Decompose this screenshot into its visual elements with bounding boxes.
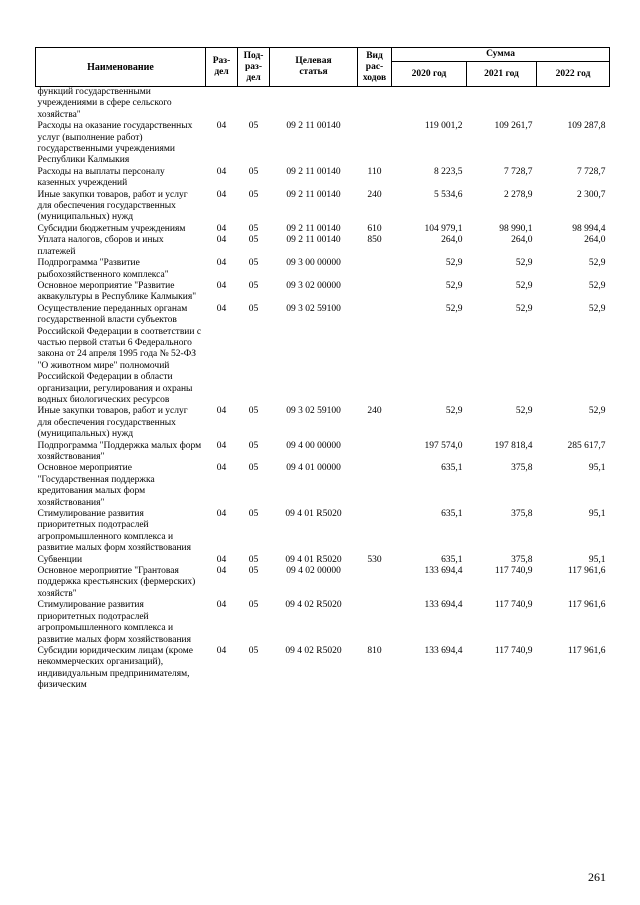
cell-sum-2022: 2 300,7 (577, 189, 606, 200)
cell-celevaya: 09 4 02 R5020 (285, 645, 342, 656)
page-number: 261 (588, 870, 606, 884)
cell-name: Подпрограмма "Поддержка малых форм хозяйствования" (37, 440, 202, 462)
cell-sum-2021: 109 261,7 (494, 121, 533, 132)
header-name: Наименование (36, 48, 206, 87)
cell-podrazdel: 05 (248, 235, 259, 246)
cell-podrazdel: 05 (248, 554, 259, 565)
cell-sum-2021: 117 740,9 (494, 645, 533, 656)
cell-sum-2022: 7 728,7 (577, 166, 606, 177)
cell-vid: 530 (367, 554, 382, 565)
cell-vid (358, 87, 392, 122)
cell-name: Иные закупки товаров, работ и услуг для обеспечения государственных (муниципальных) нужд (37, 406, 188, 440)
cell-vid: 110 (367, 166, 382, 177)
cell-podrazdel: 05 (248, 166, 259, 177)
header-year-2021: 2021 год (467, 62, 537, 87)
cell-sum-2020: 104 979,1 (424, 223, 463, 234)
cell-name: Иные закупки товаров, работ и услуг для обеспечения государственных (муниципальных) нужд (37, 189, 188, 223)
cell-podrazdel: 05 (248, 600, 259, 611)
cell-podrazdel: 05 (248, 258, 259, 269)
cell-celevaya: 09 2 11 00140 (286, 121, 341, 132)
cell-podrazdel: 05 (248, 463, 259, 474)
cell-razdel: 04 (216, 440, 227, 451)
cell-razdel: 04 (216, 280, 227, 291)
cell-sum-2022: 264,0 (584, 235, 606, 246)
cell-sum-2020: 119 001,2 (424, 121, 463, 132)
cell-celevaya: 09 4 02 00000 (286, 566, 341, 577)
cell-vid: 810 (367, 645, 382, 656)
budget-table (35, 47, 610, 692)
header-year-2020: 2020 год (392, 62, 467, 87)
cell-podrazdel: 05 (248, 440, 259, 451)
cell-sum-2022: 52,9 (588, 406, 606, 417)
cell-celevaya (270, 87, 358, 122)
cell-razdel: 04 (216, 223, 227, 234)
cell-vid (358, 566, 392, 600)
cell-sum-2020: 635,1 (441, 509, 463, 520)
cell-sum-2021: 197 818,4 (494, 440, 533, 451)
cell-sum-2021: 52,9 (515, 280, 533, 291)
cell-celevaya: 09 2 11 00140 (286, 235, 341, 246)
cell-name: Осуществление переданных органам государственной власти субъектов Российской Федерации в соответствии с частью первой статьи 6 Федерального закона от 24 апреля 1995 года № 52-ФЗ "О животном мире" полномочий Российской Федерации в области организации, регулирования и охраны водных биологических ресурсов (37, 303, 202, 405)
cell-sum-2021 (467, 87, 537, 122)
cell-celevaya: 09 4 02 R5020 (285, 600, 342, 611)
cell-podrazdel: 05 (248, 645, 259, 656)
cell-sum-2022: 117 961,6 (567, 600, 606, 611)
table-row (36, 258, 610, 281)
table-row (36, 281, 610, 304)
cell-sum-2020: 264,0 (441, 235, 463, 246)
cell-vid (358, 441, 392, 464)
cell-vid (358, 304, 392, 407)
cell-vid (358, 463, 392, 509)
cell-razdel: 04 (216, 566, 227, 577)
cell-sum-2022: 95,1 (588, 554, 606, 565)
cell-sum-2022: 95,1 (588, 463, 606, 474)
cell-podrazdel: 05 (248, 189, 259, 200)
cell-sum-2022: 117 961,6 (567, 566, 606, 577)
cell-sum-2022 (537, 87, 610, 122)
cell-razdel: 04 (216, 554, 227, 565)
cell-sum-2021: 98 990,1 (499, 223, 533, 234)
cell-celevaya: 09 3 02 00000 (286, 280, 341, 291)
cell-name: Стимулирование развития приоритетных подотраслей агропромышленного комплекса и развитие малых форм хозяйствования (37, 600, 192, 645)
cell-podrazdel: 05 (248, 121, 259, 132)
cell-vid (358, 600, 392, 646)
table-row (36, 441, 610, 464)
cell-sum-2020: 635,1 (441, 554, 463, 565)
cell-sum-2022: 285 617,7 (567, 440, 606, 451)
cell-podrazdel: 05 (248, 406, 259, 417)
cell-sum-2022: 52,9 (588, 303, 606, 314)
cell-sum-2020: 52,9 (445, 406, 463, 417)
cell-podrazdel: 05 (248, 509, 259, 520)
table-row (36, 121, 610, 167)
cell-vid (358, 258, 392, 281)
cell-sum-2021: 7 728,7 (504, 166, 533, 177)
header-podrazdel: Под- раз- дел (238, 48, 270, 87)
cell-name: Расходы на выплаты персоналу казенных учреждений (37, 166, 165, 189)
cell-name: функций государственными учреждениями в сфере сельского хозяйства" (37, 87, 172, 120)
table-row (36, 87, 610, 122)
cell-razdel: 04 (216, 303, 227, 314)
cell-sum-2020: 8 223,5 (434, 166, 463, 177)
cell-name: Субсидии юридическим лицам (кроме некоммерческих организаций), индивидуальным предпринимателям, физическим (37, 645, 193, 691)
cell-celevaya: 09 4 00 00000 (286, 440, 341, 451)
cell-sum-2021: 52,9 (515, 303, 533, 314)
cell-name: Субсидии бюджетным учреждениям (37, 223, 186, 234)
table-row (36, 463, 610, 509)
cell-sum-2022: 117 961,6 (567, 645, 606, 656)
cell-sum-2021: 52,9 (515, 406, 533, 417)
table-row (36, 406, 610, 440)
cell-sum-2021: 117 740,9 (494, 566, 533, 577)
cell-name: Расходы на оказание государственных услуг (выполнение работ) государственными учреждениями Республики Калмыкия (37, 121, 193, 166)
table-row (36, 509, 610, 555)
cell-sum-2020: 133 694,4 (424, 566, 463, 577)
table-row (36, 224, 610, 235)
cell-name: Основное мероприятие "Развитие аквакультуры в Республике Калмыкия" (37, 280, 197, 303)
cell-sum-2022: 52,9 (588, 280, 606, 291)
cell-razdel: 04 (216, 463, 227, 474)
cell-celevaya: 09 3 00 00000 (286, 258, 341, 269)
cell-sum-2020: 52,9 (445, 280, 463, 291)
header-razdel: Раз- дел (206, 48, 238, 87)
header-year-2022: 2022 год (537, 62, 610, 87)
header-summa: Сумма (392, 48, 610, 62)
cell-sum-2020: 133 694,4 (424, 645, 463, 656)
cell-sum-2022: 109 287,8 (567, 121, 606, 132)
cell-vid: 610 (367, 223, 382, 234)
cell-celevaya: 09 2 11 00140 (286, 223, 341, 234)
header-celevaya: Целевая статья (270, 48, 358, 87)
cell-razdel (206, 87, 238, 122)
cell-vid: 240 (367, 406, 382, 417)
cell-razdel: 04 (216, 235, 227, 246)
cell-celevaya: 09 2 11 00140 (286, 166, 341, 177)
cell-razdel: 04 (216, 406, 227, 417)
cell-sum-2020 (392, 87, 467, 122)
cell-celevaya: 09 3 02 59100 (286, 303, 341, 314)
cell-sum-2020: 133 694,4 (424, 600, 463, 611)
table-row (36, 566, 610, 600)
cell-razdel: 04 (216, 121, 227, 132)
cell-name: Основное мероприятие "Государственная поддержка кредитования малых форм хозяйствования" (37, 463, 155, 508)
header-vid: Вид рас- ходов (358, 48, 392, 87)
cell-podrazdel (238, 87, 270, 122)
table-body (36, 87, 610, 692)
cell-sum-2020: 52,9 (445, 258, 463, 269)
cell-podrazdel: 05 (248, 280, 259, 291)
cell-vid (358, 281, 392, 304)
cell-name: Подпрограмма "Развитие рыбохозяйственного комплекса" (37, 258, 169, 280)
table-row (36, 190, 610, 224)
cell-razdel: 04 (216, 600, 227, 611)
cell-sum-2021: 52,9 (515, 258, 533, 269)
cell-sum-2020: 52,9 (445, 303, 463, 314)
table-row (36, 600, 610, 646)
cell-name: Основное мероприятие "Грантовая поддержка крестьянских (фермерских) хозяйств" (37, 566, 196, 599)
cell-razdel: 04 (216, 509, 227, 520)
cell-vid: 850 (367, 235, 382, 246)
cell-vid (358, 509, 392, 555)
cell-podrazdel: 05 (248, 223, 259, 234)
cell-name: Стимулирование развития приоритетных подотраслей агропромышленного комплекса и развитие малых форм хозяйствования (37, 509, 192, 554)
cell-podrazdel: 05 (248, 303, 259, 314)
cell-sum-2021: 375,8 (511, 463, 533, 474)
cell-celevaya: 09 4 01 R5020 (285, 554, 342, 565)
cell-sum-2021: 375,8 (511, 509, 533, 520)
table-row (36, 304, 610, 407)
cell-celevaya: 09 4 01 00000 (286, 463, 341, 474)
table-row (36, 555, 610, 566)
cell-celevaya: 09 4 01 R5020 (285, 509, 342, 520)
cell-sum-2021: 2 278,9 (504, 189, 533, 200)
table-header (36, 48, 610, 87)
cell-sum-2020: 5 534,6 (434, 189, 463, 200)
cell-sum-2022: 95,1 (588, 509, 606, 520)
table-row (36, 167, 610, 190)
cell-sum-2021: 264,0 (511, 235, 533, 246)
cell-sum-2022: 52,9 (588, 258, 606, 269)
cell-celevaya: 09 3 02 59100 (286, 406, 341, 417)
cell-sum-2021: 117 740,9 (494, 600, 533, 611)
cell-sum-2020: 635,1 (441, 463, 463, 474)
cell-razdel: 04 (216, 189, 227, 200)
cell-razdel: 04 (216, 166, 227, 177)
cell-podrazdel: 05 (248, 566, 259, 577)
cell-sum-2021: 375,8 (511, 554, 533, 565)
cell-name: Субвенции (37, 554, 83, 565)
table-row (36, 646, 610, 692)
cell-vid (358, 121, 392, 167)
cell-celevaya: 09 2 11 00140 (286, 189, 341, 200)
cell-sum-2022: 98 994,4 (572, 223, 606, 234)
table-row (36, 235, 610, 258)
cell-vid: 240 (367, 189, 382, 200)
cell-razdel: 04 (216, 645, 227, 656)
cell-sum-2020: 197 574,0 (424, 440, 463, 451)
cell-razdel: 04 (216, 258, 227, 269)
cell-name: Уплата налогов, сборов и иных платежей (37, 235, 164, 257)
